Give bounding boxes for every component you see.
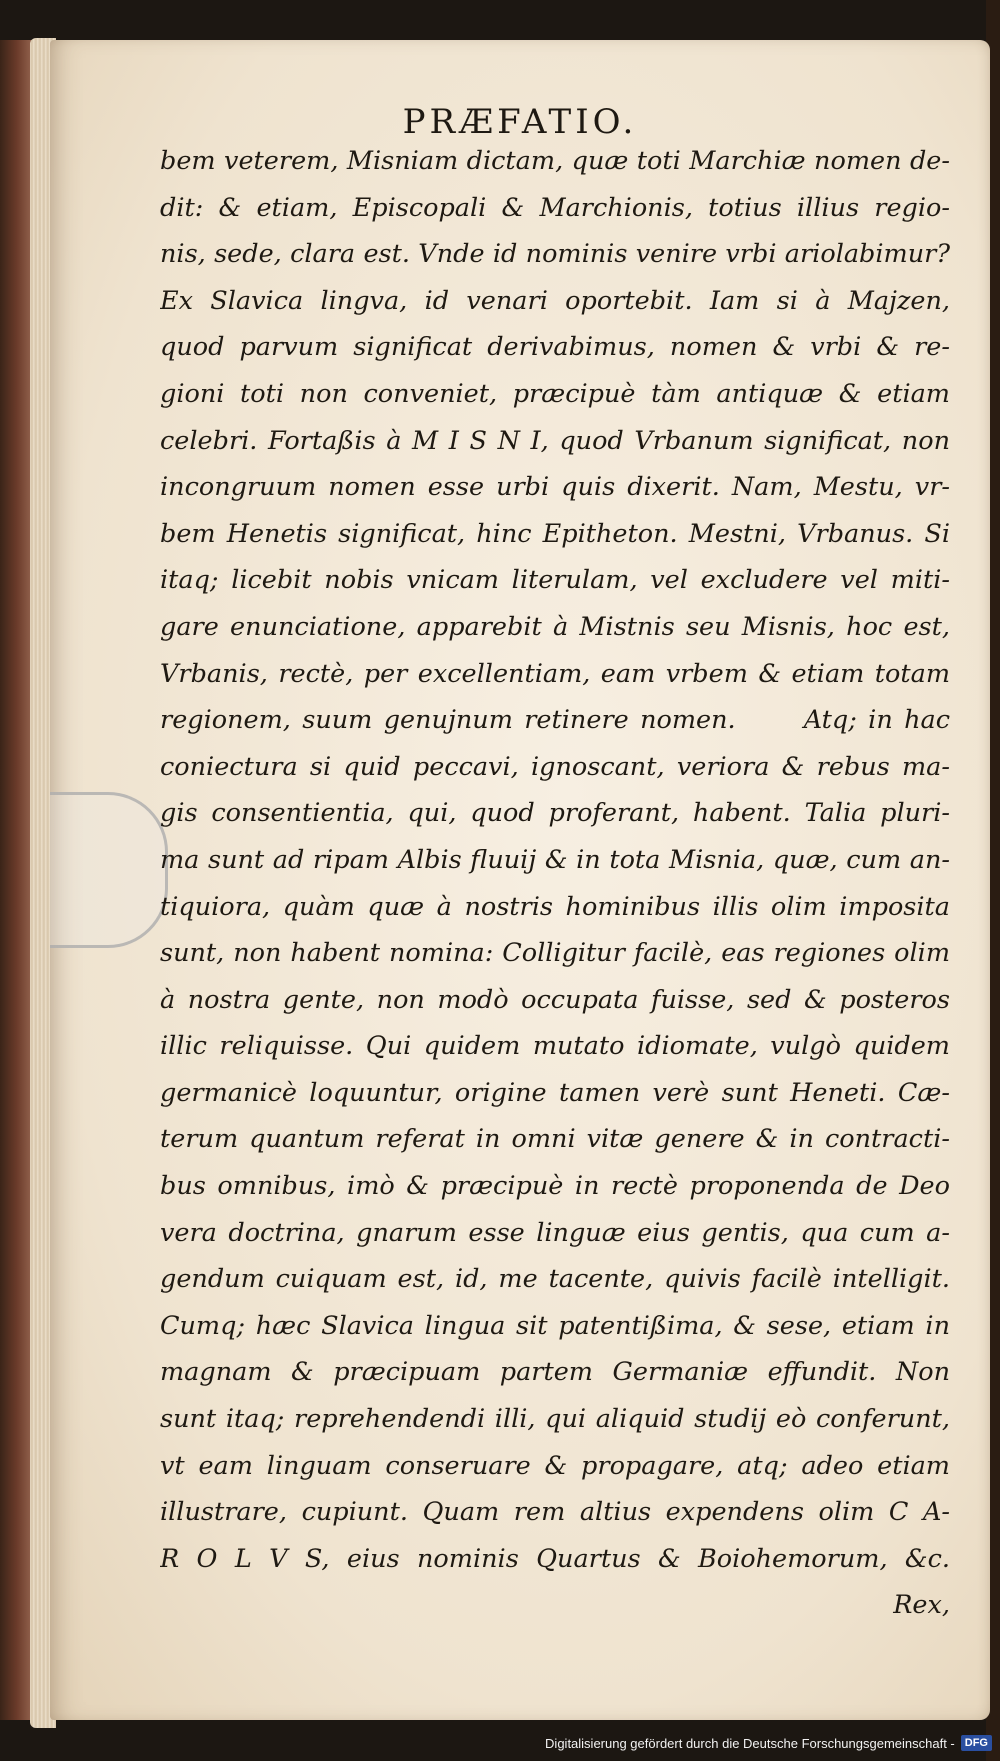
page-clip — [50, 792, 168, 948]
text-line: bus omnibus, imò & præcipuè in rectè proponenda de Deo — [160, 1171, 950, 1202]
text-line: itaq; licebit nobis vnicam literulam, vel excludere vel miti- — [160, 565, 950, 596]
text-line: terum quantum referat in omni vitæ genere & in contracti- — [160, 1124, 950, 1155]
text-line: quod parvum significat derivabimus, nomen & vrbi & re- — [160, 332, 950, 363]
text-line: bem Henetis significat, hinc Epitheton. Mestni, Vrbanus. Si — [160, 518, 950, 549]
text-line: incongruum nomen esse urbi quis dixerit. Nam, Mestu, vr- — [160, 472, 950, 503]
text-line: gendum cuiquam est, id, me tacente, quivis facilè intelligit. — [160, 1264, 950, 1295]
text-line: gis consentientia, qui, quod proferant, habent. Talia pluri- — [160, 798, 950, 829]
text-line: vera doctrina, gnarum esse linguæ eius gentis, qua cum a- — [160, 1217, 950, 1248]
text-line: sunt itaq; reprehendendi illi, qui aliquid studij eò conferunt, — [160, 1404, 950, 1435]
text-line: gare enunciatione, apparebit à Mistnis seu Misnis, hoc est, — [160, 611, 950, 642]
text-line: à nostra gente, non modò occupata fuisse, sed & posteros — [160, 984, 950, 1015]
text-line: magnam & præcipuam partem Germaniæ effundit. Non — [160, 1357, 950, 1388]
credit-text: Digitalisierung gefördert durch die Deutsche Forschungsgemeinschaft - — [545, 1735, 955, 1751]
text-line: Cumq; hæc Slavica lingua sit patentißima, & sese, etiam in — [160, 1310, 950, 1341]
text-line: bem veterem, Misniam dictam, quæ toti Marchiæ nomen de- — [160, 146, 950, 176]
digitization-credit — [545, 1731, 992, 1755]
text-line: celebri. Fortaßis à M I S N I, quod Vrbanum significat, non — [160, 425, 950, 456]
text-line: sunt, non habent nomina: Colligitur facilè, eas regiones olim — [160, 938, 950, 969]
text-line: dit: & etiam, Episcopali & Marchionis, totius illius regio- — [160, 192, 950, 223]
text-line: gioni toti non conveniet, præcipuè tàm antiquæ & etiam — [160, 378, 950, 409]
text-line: ma sunt ad ripam Albis fluuij & in tota Misnia, quæ, cum an- — [160, 844, 950, 875]
text-line: nis, sede, clara est. Vnde id nominis venire vrbi ariolabimur? — [160, 239, 950, 270]
body-text — [160, 138, 950, 1629]
text-line: illic reliquisse. Qui quidem mutato idiomate, vulgò quidem — [160, 1031, 950, 1062]
text-line: coniectura si quid peccavi, ignoscant, veriora & rebus ma- — [160, 751, 950, 782]
text-line: illustrare, cupiunt. Quam rem altius expendens olim C A- — [160, 1497, 950, 1528]
text-line: R O L V S, eius nominis Quartus & Boiohemorum, &c. — [160, 1543, 950, 1574]
dfg-logo: DFG — [961, 1735, 992, 1751]
text-line: tiquiora, quàm quæ à nostris hominibus illis olim imposita — [160, 891, 950, 922]
catchword: Rex, — [893, 1590, 950, 1621]
text-line: germanicè loquuntur, origine tamen verè sunt Heneti. Cæ- — [160, 1077, 950, 1108]
text-line: regionem, suum genujnum retinere nomen. Atq; in hac — [160, 705, 950, 736]
running-header: PRÆFATIO. — [402, 102, 638, 142]
text-line: vt eam linguam conseruare & propagare, atq; adeo etiam — [160, 1450, 950, 1481]
text-line: Ex Slavica lingva, id venari oportebit. Iam si à Majzen, — [160, 285, 950, 316]
text-line: Vrbanis, rectè, per excellentiam, eam vrbem & etiam totam — [160, 658, 950, 689]
